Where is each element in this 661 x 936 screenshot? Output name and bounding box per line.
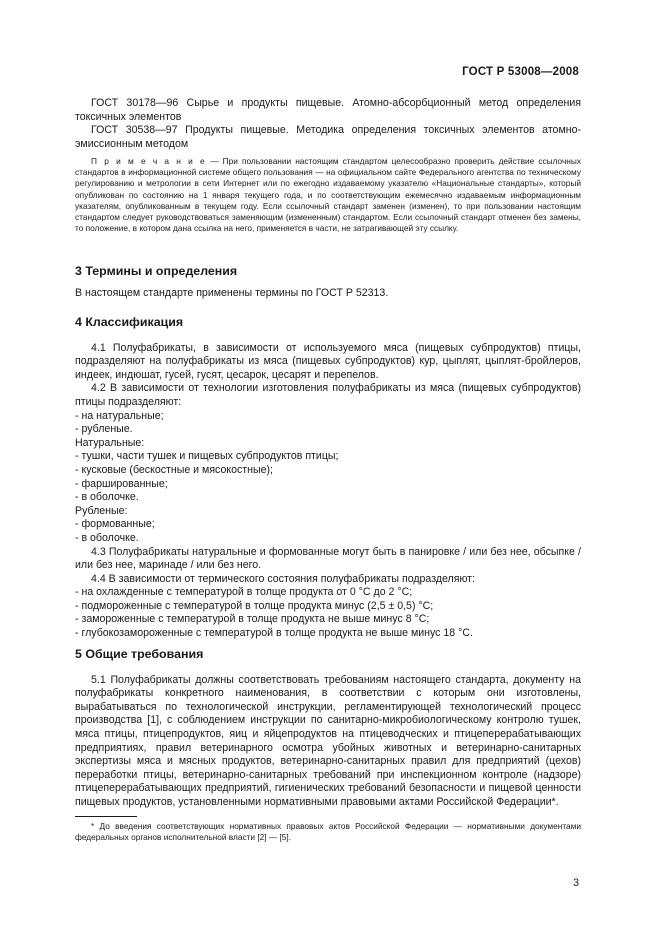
note-paragraph [75, 156, 581, 234]
list-item: - в оболочке. [75, 491, 139, 504]
section-heading: 5 Общие требования [75, 647, 204, 661]
section-heading: 3 Термины и определения [75, 264, 238, 278]
paragraph-4-1: 4.1 Полуфабрикаты, в зависимости от используемого мяса (пищевых субпродуктов) птицы, подразделяют на полуфабрикаты из мяса (пищевых субпродуктов) кур, цыплят, цыплят-бройлеров, индеек, индюшат, гусей, гусят, цесарок, цесарят и перепелов. [75, 341, 581, 381]
reference-item: ГОСТ 30178—96 Сырье и продукты пищевые. Атомно-абсорбционный метод определения токсичных элементов [75, 97, 581, 123]
section-heading: 4 Классификация [75, 315, 184, 329]
list-item: - фаршированные; [75, 477, 168, 490]
document-header: ГОСТ Р 53008—2008 [462, 66, 579, 78]
list-item: - на охлажденные с температурой в толще продукта от 0 °С до 2 °С; [75, 586, 413, 599]
note-text: — При пользовании настоящим стандартом целесообразно проверить действие ссылочных стандартов в информационной системе общего пользования — на официальном сайте Федерального агентства по техническому регулированию и метрологии в сети Интернет или по ежегодно издаваемому указателю «Национальные стандарты», который опубликован по состоянию на 1 января текущего года, и по соответствующим ежемесячно издаваемым информационным указателям, опубликованным в текущем году. Если ссылочный стандарт заменен (изменен), то при пользовании настоящим стандартом следует руководствоваться заменяющим (измененным) стандартом. Если ссылочный стандарт отменен без замены, то положение, в котором дана ссылка на него, применяется в части, не затрагивающей эту ссылку. [75, 156, 581, 234]
list-item: - формованные; [75, 518, 155, 531]
sublist-label: Рубленые: [75, 504, 128, 517]
page-number: 3 [573, 877, 579, 889]
list-item: - тушки, части тушек и пищевых субпродуктов птицы; [75, 450, 339, 463]
footnote-divider [75, 816, 137, 817]
list-item: - рубленые. [75, 423, 133, 436]
reference-item: ГОСТ 30538—97 Продукты пищевые. Методика определения токсичных элементов атомно-эмиссионным методом [75, 124, 581, 150]
note-label: П р и м е ч а н и е [91, 156, 207, 166]
note-block [75, 156, 581, 234]
list-item: - кусковые (бескостные и мясокостные); [75, 463, 273, 476]
footnote: * До введения соответствующих нормативных правовых актов Российской Федерации — нормативными документами федеральных органов исполнительной власти [2] — [5]. [75, 821, 581, 843]
sublist-label: Натуральные: [75, 436, 145, 449]
paragraph-5-1: 5.1 Полуфабрикаты должны соответствовать требованиям настоящего стандарта, документу на полуфабрикаты конкретного наименования, в соответствии с которым они изготовлены, вырабатываться по технологической инструкции, регламентирующей технологический процесс производства [1], с соблюдением инструкции по санитарно-микробиологическому контролю тушек, мяса птицы, птицепродуктов, яиц и яйцепродуктов на птицеводческих и птицеперерабатывающих предприятиях, правил ветеринарного осмотра убойных животных и ветеринарно-санитарных экспертизы мяса и мясных продуктов, ветеринарно-санитарных правил для предприятий (цехов) переработки птицы, ветеринарно-санитарных требований при инспекционном контроле (надзоре) птицеперерабатывающих предприятий, гигиенических требований безопасности и пищевой ценности пищевых продуктов, установленными нормативными правовыми актами Российской Федерации*. [75, 673, 581, 808]
paragraph-4-3: 4.3 Полуфабрикаты натуральные и формованные могут быть в панировке / или без нее, обсыпке / или без нее, маринаде / или без него. [75, 545, 581, 572]
section-3 [75, 265, 581, 300]
references-block [75, 97, 581, 151]
list-item: - в оболочке. [75, 531, 139, 544]
list-item: - подмороженные с температурой в толще продукта минус (2,5 ± 0,5) °С; [75, 599, 434, 612]
list-item: - замороженные с температурой в толще продукта не выше минус 8 °С; [75, 613, 430, 626]
paragraph-4-4: 4.4 В зависимости от термического состояния полуфабрикаты подразделяют: [91, 572, 475, 585]
section-5 [75, 648, 581, 810]
paragraph-4-2: 4.2 В зависимости от технологии изготовления полуфабрикаты из мяса (пищевых субпродуктов) птицы подразделяют: [75, 382, 581, 408]
list-item: - на натуральные; [75, 409, 164, 422]
list-item: - глубокозамороженные с температурой в толще продукта не выше минус 18 °С. [75, 627, 473, 640]
section-paragraph: В настоящем стандарте применены термины по ГОСТ Р 52313. [75, 286, 389, 299]
section-4 [75, 316, 581, 641]
